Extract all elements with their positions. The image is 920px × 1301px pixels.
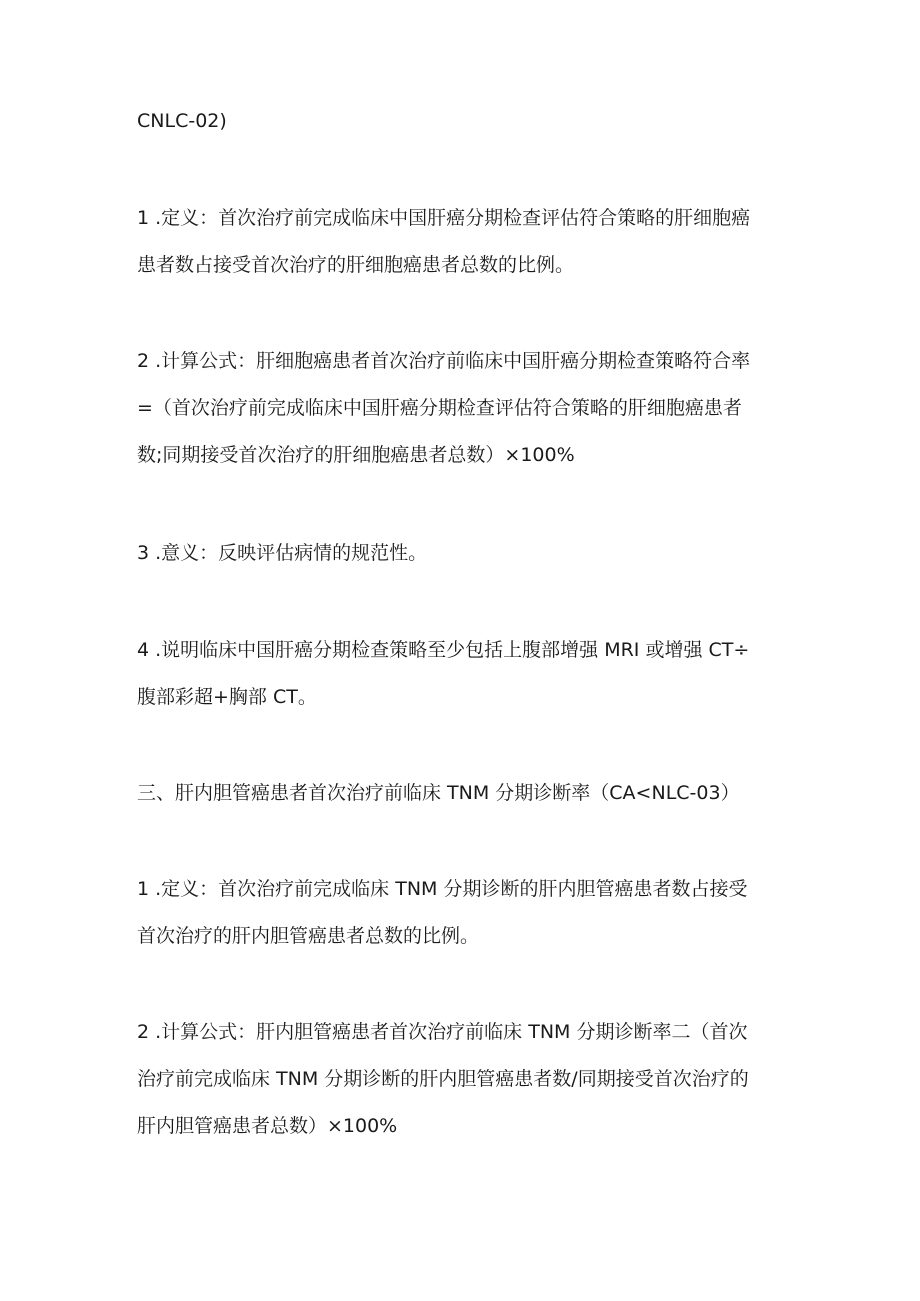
text-line: 腹部彩超+胸部 CT。 [137,686,317,708]
text-line: 4 .说明临床中国肝癌分期检查策略至少包括上腹部增强 MRI 或增强 CT÷ [137,639,750,661]
paragraph-heading-continuation [137,98,797,145]
text-line: 2 .计算公式：肝内胆管癌患者首次治疗前临床 TNM 分期诊断率二（首次 [137,1021,748,1043]
text-line: 首次治疗的肝内胆管癌患者总数的比例。 [137,925,480,947]
text-line: 肝内胆管癌患者总数）×100% [137,1115,398,1137]
text-line: 2 .计算公式：肝细胞癌患者首次治疗前临床中国肝癌分期检查策略符合率 [137,350,751,372]
paragraph-significance [137,530,797,577]
text-line: 患者数占接受首次治疗的肝细胞癌患者总数的比例。 [137,254,575,276]
section-heading [137,770,797,817]
paragraph-definition-2 [137,866,797,960]
paragraph-formula [137,338,797,479]
text-line: 治疗前完成临床 TNM 分期诊断的肝内胆管癌患者数/同期接受首次治疗的 [137,1068,749,1090]
paragraph-definition [137,195,797,289]
paragraph-formula-2 [137,1009,797,1150]
text-line: 1 .定义：首次治疗前完成临床中国肝癌分期检查评估符合策略的肝细胞癌 [137,207,751,229]
text-line: 1 .定义：首次治疗前完成临床 TNM 分期诊断的肝内胆管癌患者数占接受 [137,878,748,900]
text-line: 数;同期接受首次治疗的肝细胞癌患者总数）×100% [137,444,575,466]
paragraph-note [137,627,797,721]
text-line: =（首次治疗前完成临床中国肝癌分期检查评估符合策略的肝细胞癌患者 [137,397,742,419]
text-line: 三、肝内胆管癌患者首次治疗前临床 TNM 分期诊断率（CA<NLC-03） [137,782,740,804]
text-line: CNLC-02) [137,110,227,132]
text-line: 3 .意义：反映评估病情的规范性。 [137,542,428,564]
